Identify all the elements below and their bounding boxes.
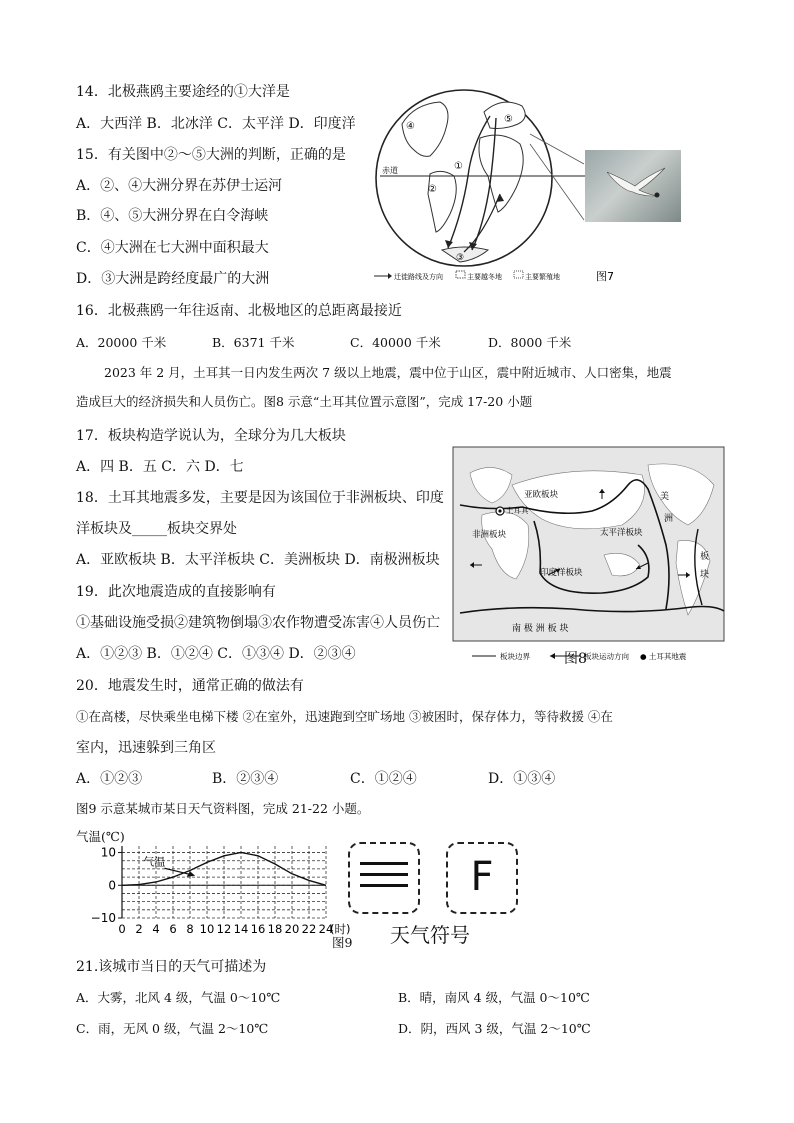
q16-option-c: C．40000 千米 (350, 335, 441, 350)
figure-8 (452, 445, 726, 667)
q16-option-b: B．6371 千米 (212, 335, 295, 350)
weather-symbol-caption: 天气符号 (390, 923, 470, 947)
q15-stem: 15．有关图中②～⑤大洲的判断，正确的是 (76, 147, 346, 163)
y-tick-label: 10 (100, 845, 116, 860)
legend-breed-mark (514, 271, 523, 278)
x-tick-label: 6 (169, 922, 177, 936)
q21-stem: 21.该城市当日的天气可描述为 (76, 959, 267, 975)
q20-option-a: A．①②③ (76, 771, 143, 787)
legend-boundary: 板块边界 (500, 652, 530, 661)
label-america-2: 洲 (664, 514, 674, 524)
q18-stem-line2: 洋板块及_____板块交界处 (76, 521, 237, 537)
q19-options: A．①②③ B．①②④ C．①③④ D．②③④ (76, 646, 356, 662)
fog-line-2 (360, 873, 408, 876)
chart-ylabel: 气温(℃) (76, 829, 125, 844)
x-tick-label: 14 (233, 922, 249, 936)
q16-option-a: A．20000 千米 (76, 335, 167, 350)
x-tick-label: 16 (250, 922, 266, 936)
x-tick-label: 8 (186, 922, 194, 936)
fog-line-1 (360, 862, 408, 865)
fog-line-3 (360, 884, 408, 887)
label-turkey: 土耳其 (506, 506, 529, 515)
q21-option-d: D．阴，西风 3 级，气温 2～10℃ (398, 1021, 591, 1036)
q20-option-b: B．②③④ (212, 771, 279, 787)
q15-option-a: A．②、④大洲分界在苏伊士运河 (76, 178, 283, 194)
y-tick-label: 0 (108, 878, 116, 893)
wind-weather-symbol: F (446, 842, 518, 914)
x-tick-label: 20 (284, 922, 300, 936)
q14-options: A．大西洋 B．北冰洋 C．太平洋 D．印度洋 (76, 116, 356, 132)
q20-stem: 20．地震发生时，通常正确的做法有 (76, 678, 304, 694)
q19-items: ①基础设施受损②建筑物倒塌③农作物遭受冻害④人员伤亡 (76, 615, 440, 631)
x-axis-unit: (时) (330, 922, 351, 936)
legend-breed: 主要繁殖地 (525, 273, 560, 281)
legend-route: 迁徙路线及方向 (394, 273, 443, 281)
label-africa: 非洲板块 (472, 530, 507, 540)
x-tick-label: 22 (301, 922, 317, 936)
x-tick-label: 4 (152, 922, 160, 936)
legend-winter-mark (456, 271, 465, 278)
label-4: ④ (406, 121, 415, 132)
figure-9-label: 图9 (332, 935, 353, 950)
label-antarctic: 南 极 洲 板 块 (512, 624, 569, 634)
curve-label: 气温 (143, 855, 166, 869)
q15-option-b: B．④、⑤大洲分界在白令海峡 (76, 208, 269, 224)
x-tick-label: 0 (118, 922, 126, 936)
fog-weather-symbol (348, 842, 420, 914)
label-indian: 印度洋板块 (540, 568, 583, 578)
tern-shape (607, 168, 665, 196)
q17-options: A．四 B．五 C．六 D．七 (76, 459, 244, 475)
q21-option-c: C．雨，无风 0 级，气温 2～10℃ (76, 1021, 269, 1036)
legend-move: 板块运动方向 (584, 652, 629, 661)
temperature-chart-svg (70, 838, 360, 948)
intro-17-20-line1: 2023 年 2 月，土耳其一日内发生两次 7 级以上地震，震中位于山区，震中附近城市、人口密集，地震 (104, 365, 672, 380)
q20-option-c: C．①②④ (350, 771, 417, 787)
q21-option-b: B．晴，南风 4 级，气温 0～10℃ (398, 990, 590, 1005)
tern-head (655, 193, 660, 198)
label-1: ① (454, 161, 463, 172)
turkey-quake-dot (498, 509, 501, 512)
x-tick-label: 24 (318, 922, 334, 936)
q16-option-d: D．8000 千米 (488, 335, 572, 350)
label-5: ⑤ (504, 114, 513, 125)
label-3: ③ (456, 253, 465, 263)
x-tick-label: 2 (135, 922, 143, 936)
label-pacific: 太平洋板块 (600, 528, 643, 538)
q15-option-d: D．③大洲是跨经度最广的大洲 (76, 271, 270, 287)
x-tick-label: 12 (216, 922, 232, 936)
equator-label: 赤道 (382, 166, 398, 175)
q17-stem: 17．板块构造学说认为，全球分为几大板块 (76, 428, 346, 444)
x-tick-label: 10 (199, 922, 215, 936)
label-eurasia: 亚欧板块 (524, 490, 559, 500)
legend-route-arrow (388, 273, 392, 279)
label-america-1: 美 (660, 492, 670, 502)
q19-stem: 19．此次地震造成的直接影响有 (76, 584, 276, 600)
q14-stem: 14．北极燕鸥主要途经的①大洋是 (76, 84, 290, 100)
q18-options: A．亚欧板块 B．太平洋板块 C．美洲板块 D．南极洲板块 (76, 552, 440, 568)
legend-winter: 主要越冬地 (467, 273, 502, 281)
legend-move-arrow (550, 653, 555, 659)
label-2: ② (428, 184, 437, 195)
intro-17-20-line2: 造成巨大的经济损失和人员伤亡。图8 示意“土耳其位置示意图”，完成 17-20 小题 (76, 394, 533, 409)
q20-items-line1: ①在高楼，尽快乘坐电梯下楼 ②在室外，迅速跑到空旷场地 ③被困时，保存体力，等待救援 ④在 (76, 709, 613, 724)
label-plate-2: 块 (700, 570, 710, 580)
q20-option-d: D．①③④ (488, 771, 556, 787)
figure-8-label: 图8 (564, 651, 587, 667)
globe-outline (376, 90, 552, 266)
label-plate-1: 板 (700, 552, 710, 562)
q21-option-a: A．大雾，北风 4 级，气温 0～10℃ (76, 990, 281, 1005)
q15-option-c: C．④大洲在七大洲中面积最大 (76, 240, 269, 256)
arctic-tern-photo (585, 150, 681, 222)
figure-9-chart (70, 838, 360, 948)
y-tick-label: −10 (90, 911, 116, 925)
legend-quake: ● 土耳其地震 (640, 652, 687, 661)
x-tick-label: 18 (267, 922, 283, 936)
q20-items-line2: 室内，迅速躲到三角区 (76, 740, 216, 756)
q16-stem: 16．北极燕鸥一年往返南、北极地区的总距离最接近 (76, 303, 402, 319)
figure-7-label: 图7 (596, 270, 614, 283)
q18-stem-line1: 18．土耳其地震多发，主要是因为该国位于非洲板块、印度 (76, 490, 444, 506)
intro-21-22: 图9 示意某城市某日天气资料图，完成 21-22 小题。 (76, 801, 370, 816)
